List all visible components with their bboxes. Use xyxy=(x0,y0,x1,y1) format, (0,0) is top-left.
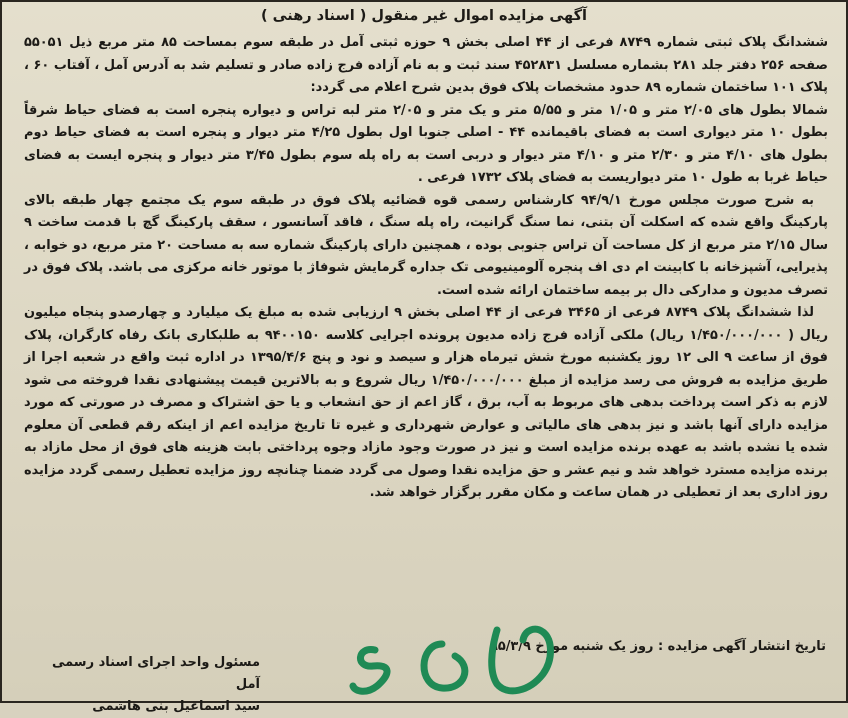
paragraph-expert-report: به شرح صورت مجلس مورخ ۹۴/۹/۱ کارشناس رسمی قوه قضائیه پلاک فوق در طبقه سوم یک مجتمع چهار طبقه بالای پارکینگ واقع شده که اسکلت آن بتنی، نما سنگ گرانیت، راه پله سنگ ، فاقد آسانسور ، سقف پارکینگ گچ با قدمت ساخت ۹ سال ۲/۱۵ متر مربع از کل مساحت آن تراس جنوبی بوده ، همچنین دارای پارکینگ شماره سه به مساحت ۲۰ متر مربع، دو خوابه ، پذیرایی، آشپزخانه با کابینت ام دی اف پنجره آلومینیومی تک جداره گرمایش شوفاژ با موتور خانه مرکزی می باشد. پلاک فوق در تصرف مدیون و مدارکی دال بر بیمه ساختمان ارائه شده است. xyxy=(24,192,829,298)
signature-block xyxy=(30,652,260,718)
paragraph-boundaries: شمالا بطول های ۲/۰۵ متر و ۱/۰۵ متر و ۵/۵۵ متر و یک متر و ۲/۰۵ متر لبه تراس و دیواره پنجره است به فضای حیاط شرقاً بطول ۱۰ متر دیواری است به فضای باقیمانده ۴۴ - اصلی جنوبا اول بطول ۴/۲۵ متر دیوار و پنجره است به فضای حیاط دوم بطول های ۴/۱۰ متر و ۲/۳۰ متر و ۴/۱۰ متر دیوار و دربی است به راه پله سوم بطول ۳/۴۵ متر دیوار و پنجره ایست به فضای حیاط غربا به طول ۱۰ متر دیواریست به فضای پلاک ۱۷۳۲ فرعی . xyxy=(24,102,828,185)
notice-body xyxy=(24,32,828,505)
signature-role: مسئول واحد اجرای اسناد رسمی آمل xyxy=(51,655,260,692)
paragraph-auction-terms: لذا ششدانگ پلاک ۸۷۴۹ فرعی از ۳۴۶۵ فرعی از ۴۴ اصلی بخش ۹ ارزیابی شده به مبلغ یک میلیارد و چهارصدو پنجاه میلیون ریال ( ۱/۴۵۰/۰۰۰/۰۰۰ ریال) ملکی آزاده فرج زاده مدیون پرونده اجرایی کلاسه ۹۴۰۰۱۵۰ به طلبکاری بانک رفاه کارگران، پلاک فوق از ساعت ۹ الی ۱۲ روز یکشنبه مورخ شش تیرماه هزار و سیصد و نود و پنج ۱۳۹۵/۴/۶ در اداره ثبت واقع در شعبه اجرا از طریق مزایده به فروش می رسد مزایده از مبلغ ۱/۴۵۰/۰۰۰/۰۰۰ ریال شروع و به بالاترین قیمت پیشنهادی نقدا فروخته می شود لازم به ذکر است پرداخت بدهی های مربوط به آب، برق ، گاز اعم از حق انشعاب و یا حق اشتراک و مصرف در صورتی که مورد مزایده دارای آنها باشد و نیز بدهی های مالیاتی و عوارض شهرداری و غیره تا تاریخ مزایده اعم از اینکه رقم قطعی آن معلوم شده یا نشده باشد به عهده برنده مزایده است و نیز در صورت وجود مازاد وجوه پرداختی بابت هزینه های فوق از محل مازاد به برنده مزایده مسترد خواهد شد و نیم عشر و حق مزایده نقدا وصول می گردد ضمنا چنانچه روز مزایده تعطیل رسمی گردد مزایده روز اداری بعد از تعطیلی در همان ساعت و مکان مقرر برگزار خواهد شد. xyxy=(24,305,829,500)
signature-name: سید اسماعیل بنی هاشمی xyxy=(92,699,260,714)
paragraph-property-description: ششدانگ پلاک ثبتی شماره ۸۷۴۹ فرعی از ۴۴ اصلی بخش ۹ حوزه ثبتی آمل در طبقه سوم بمساحت ۸۵ متر مربع ذیل ۵۵۰۵۱ صفحه ۲۵۶ دفتر جلد ۲۸۱ بشماره مسلسل ۴۵۲۸۳۱ سند ثبت و به نام آزاده فرج زاده صادر و تسلیم شد به آدرس آمل ، آفتاب ۶۰ ، پلاک ۱۰۱ ساختمان شماره ۸۹ حدود مشخصات پلاک فوق بدین شرح اعلام می گردد: xyxy=(24,35,829,95)
handwritten-mark-icon xyxy=(347,610,577,702)
publish-date: تاریخ انتشار آگهی مزایده : روز یک شنبه مورخ ۹۵/۳/۹ xyxy=(489,639,826,654)
notice-title: آگهی مزایده اموال غیر منقول ( اسناد رهنی ) xyxy=(260,8,588,24)
